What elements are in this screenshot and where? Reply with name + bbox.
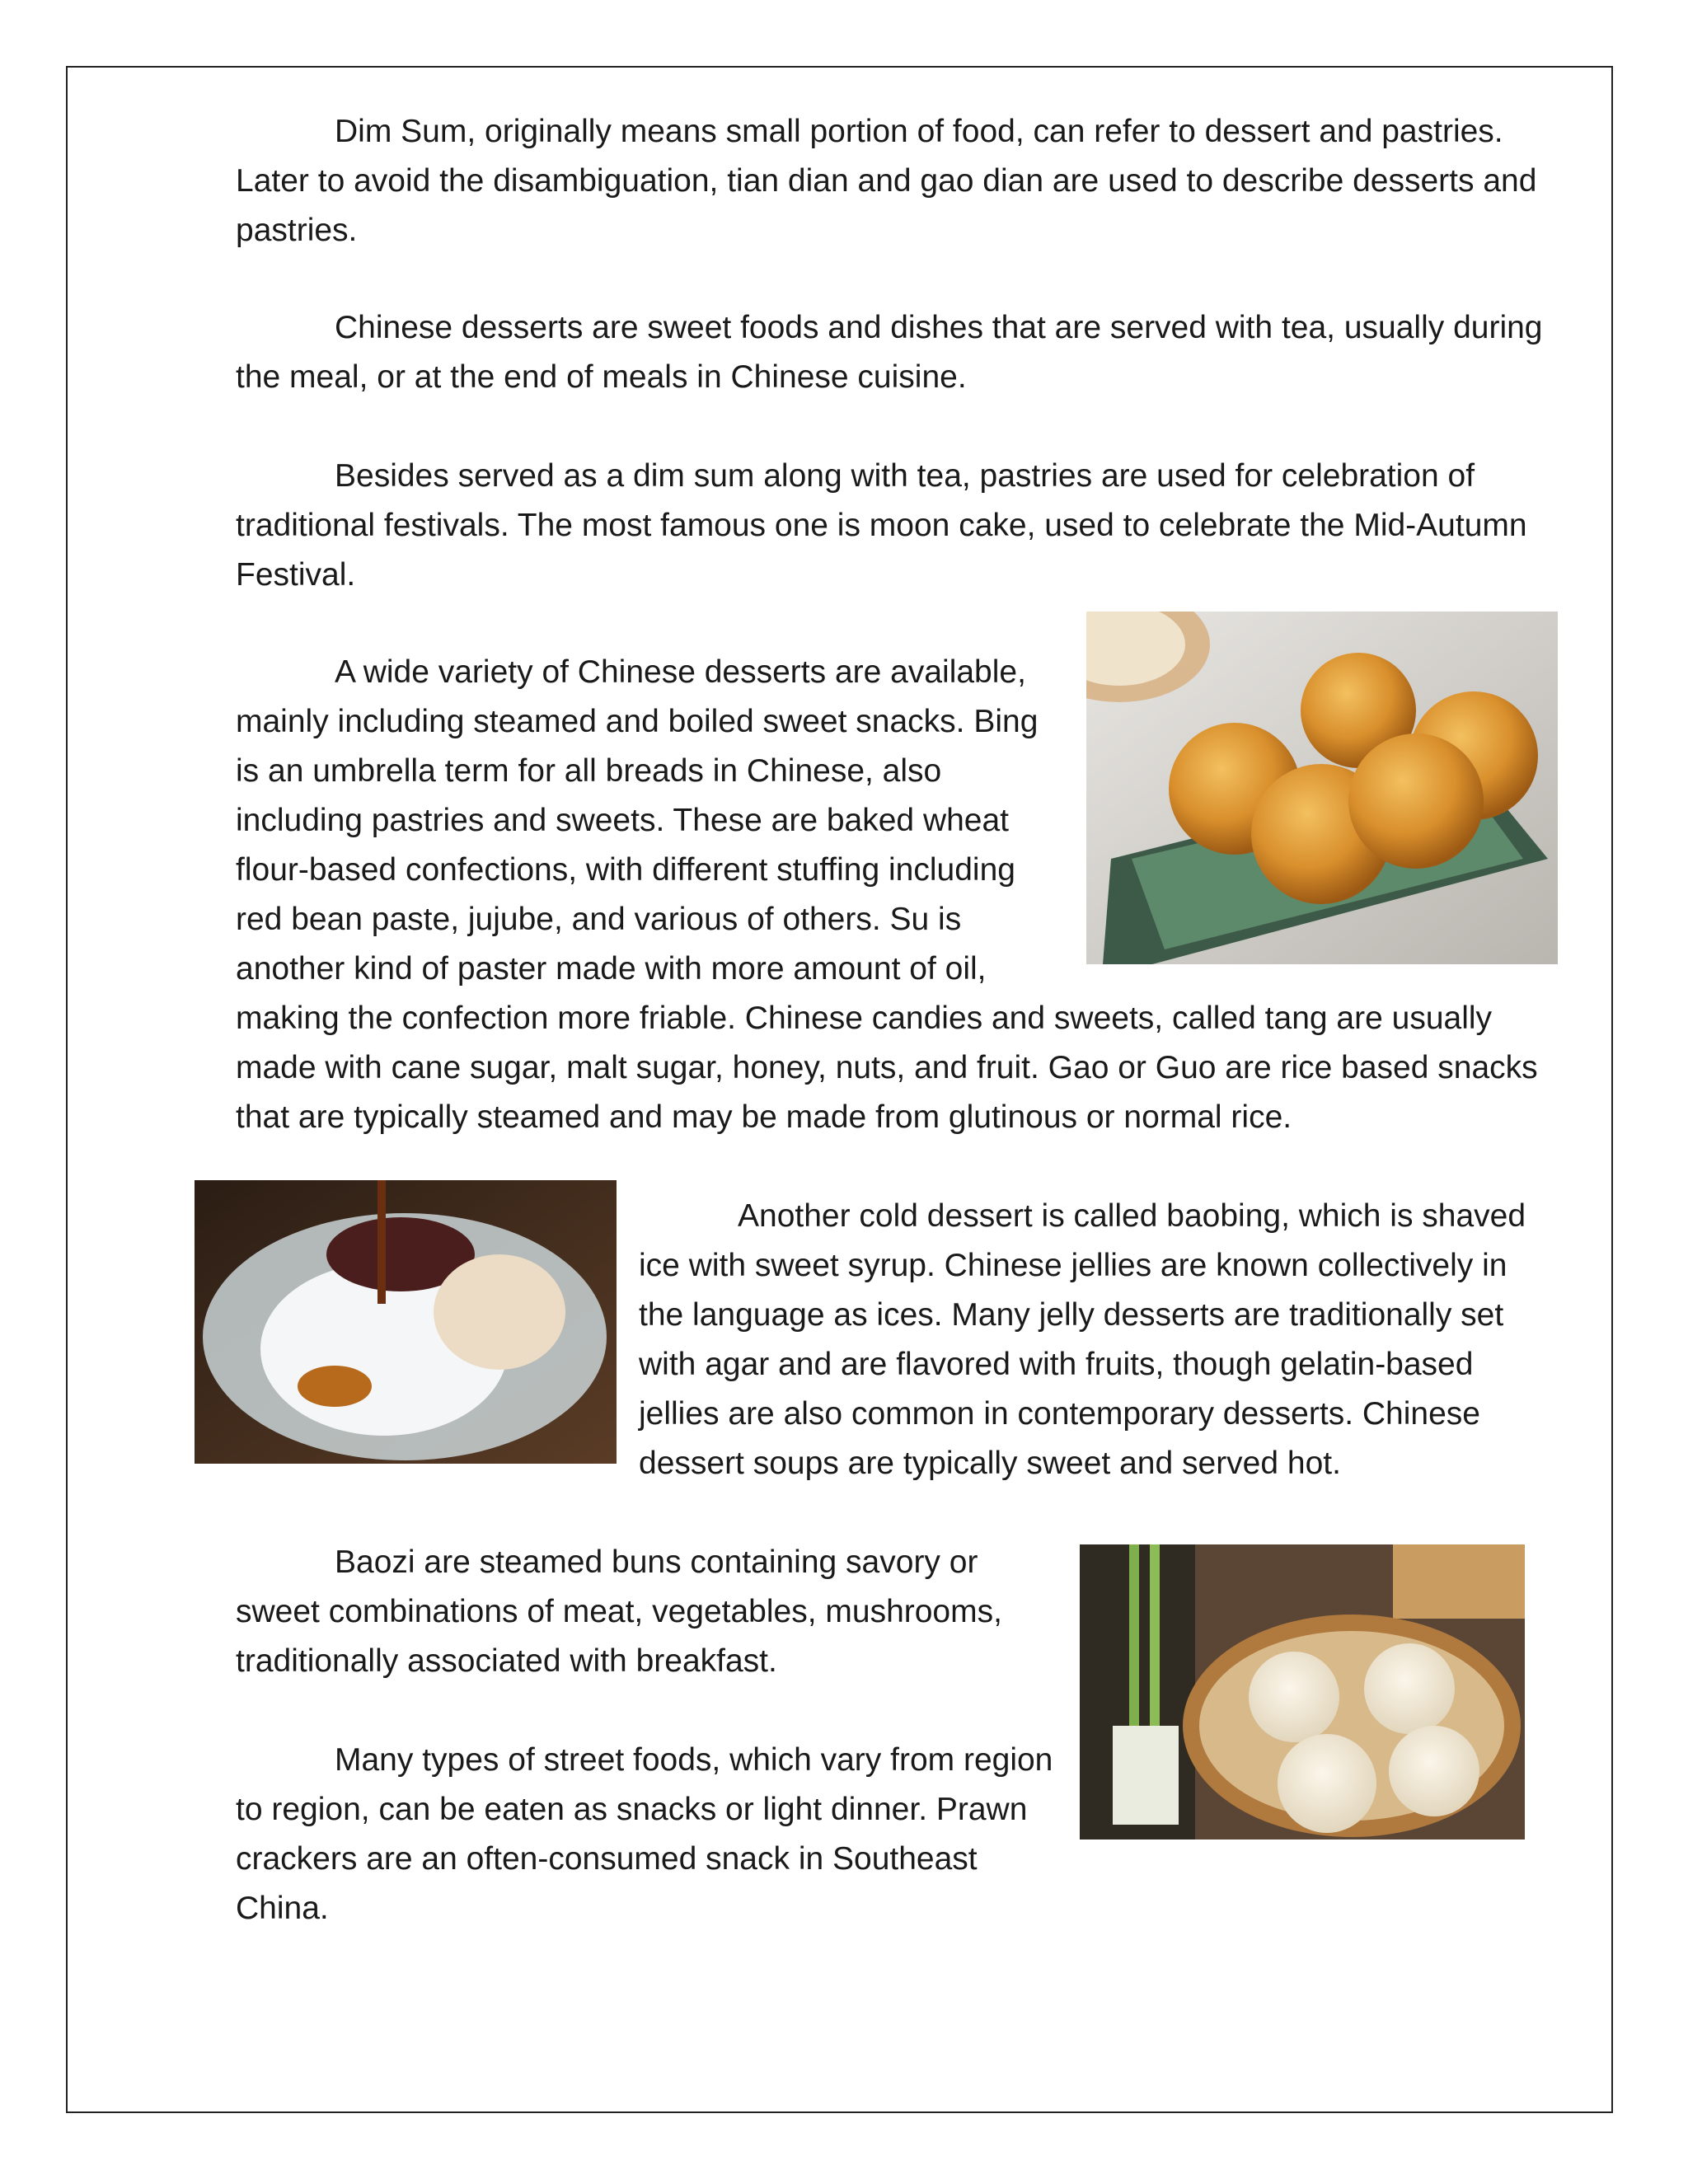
paragraph-dim-sum: Dim Sum, originally means small portion of food, can refer to dessert and pastries. Later to avoid the disambiguation, tian dian and gao dian are used to describe desserts and pastries. (236, 114, 1537, 248)
paragraph-festivals: Besides served as a dim sum along with tea, pastries are used for celebration of traditional festivals. The most famous one is moon cake, used to celebrate the Mid-Autumn Festival. (236, 458, 1527, 593)
sesame-balls-photo (1086, 612, 1558, 964)
paragraph-desserts-variety-continued: making the confection more friable. Chinese candies and sweets, called tang are usually made with cane sugar, malt sugar, honey, nuts, and fruit. Gao or Guo are rice based snacks that are typically steamed and may be made from glutinous or normal rice. (236, 1001, 1538, 1135)
baobing-photo (195, 1180, 617, 1464)
paragraph-baobing: Another cold dessert is called baobing, which is shaved ice with sweet syrup. Chinese jellies are known collectively in the language as ices. Many jelly desserts are traditionally set with agar and are flavored with fruits, though gelatin-based jellies are also common in contemporary desserts. Chinese dessert soups are typically sweet and served hot. (639, 1198, 1526, 1481)
paragraph-baozi: Baozi are steamed buns containing savory or sweet combinations of meat, vegetables, mushrooms, traditionally associated with breakfast. (236, 1544, 1002, 1679)
baozi-photo (1080, 1544, 1525, 1840)
paragraph-desserts-variety: A wide variety of Chinese desserts are available, mainly including steamed and boiled sweet snacks. Bing is an umbrella term for all breads in Chinese, also including pastries and sweets. These are baked wheat flour-based confections, with different stuffing including red bean paste, jujube, and various of others. Su is another kind of paster made with more amount of oil, (236, 654, 1039, 987)
paragraph-street-foods: Many types of street foods, which vary from region to region, can be eaten as snacks or light dinner. Prawn crackers are an often-consumed snack in Southeast China. (236, 1742, 1053, 1926)
paragraph-chinese-desserts: Chinese desserts are sweet foods and dishes that are served with tea, usually during the meal, or at the end of meals in Chinese cuisine. (236, 310, 1543, 395)
